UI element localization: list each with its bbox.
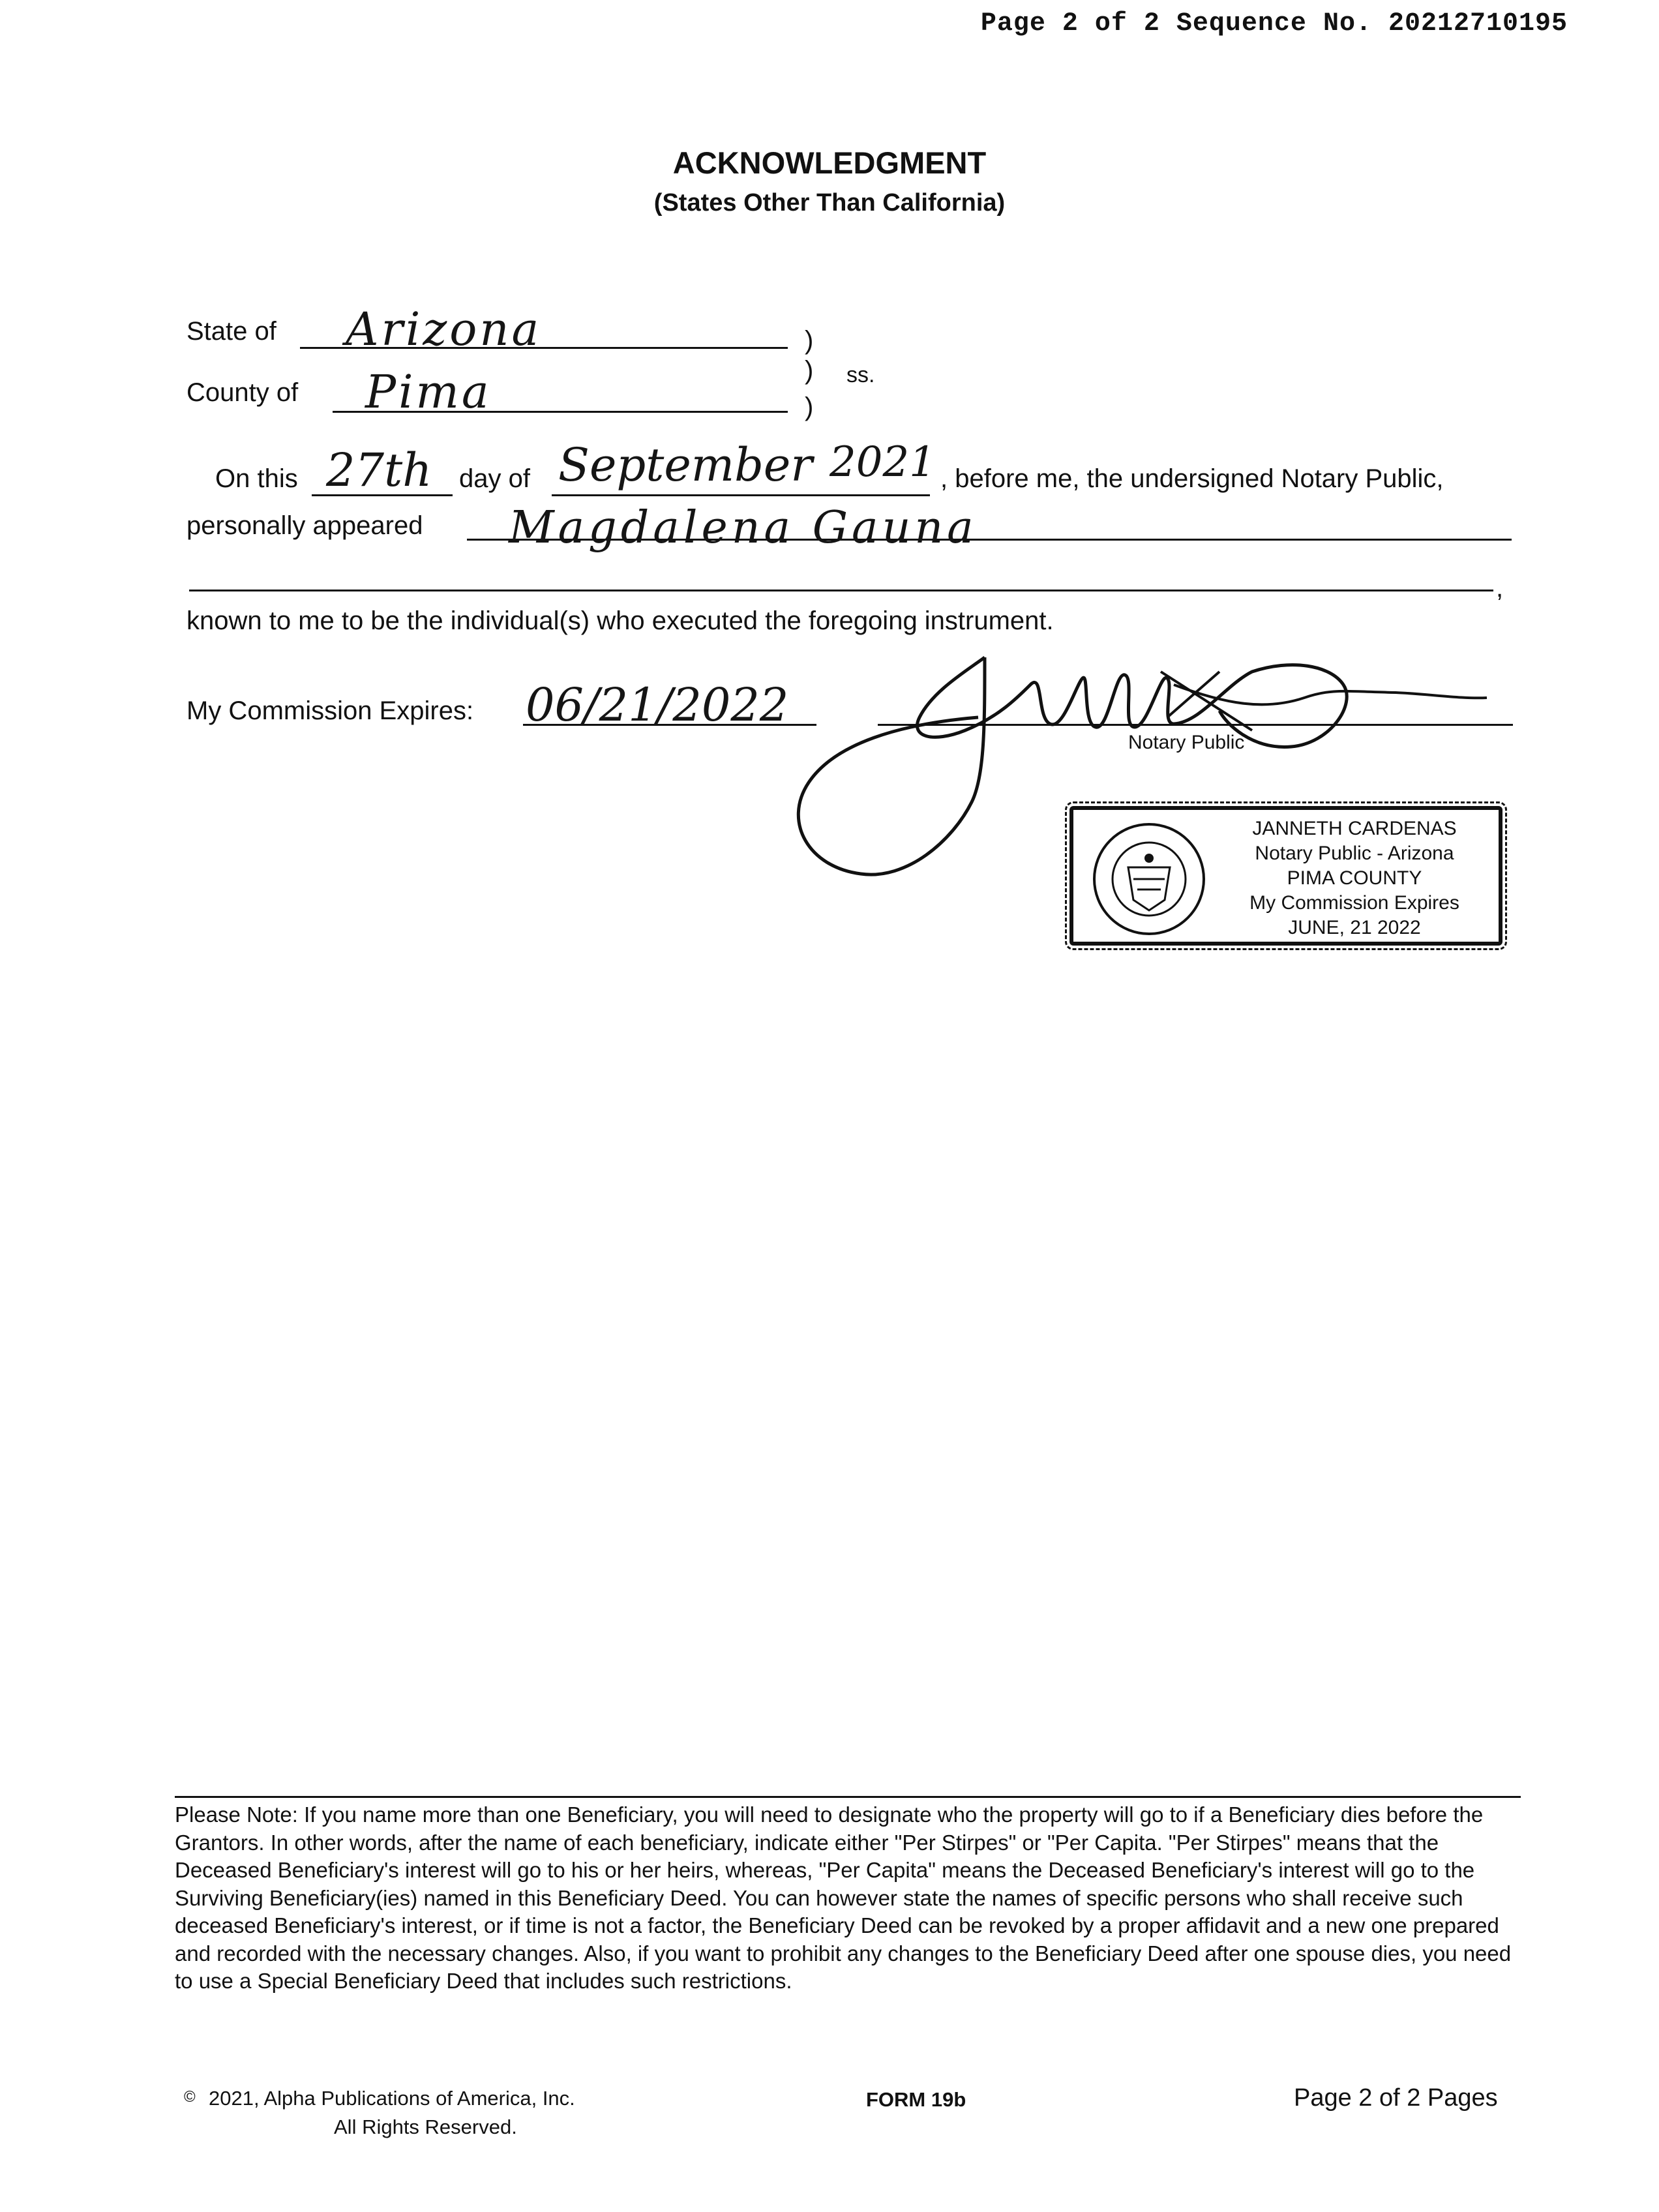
page-count: Page 2 of 2 Pages <box>1294 2084 1498 2112</box>
day-of-label: day of <box>459 464 530 493</box>
county-label: County of <box>187 378 299 407</box>
month-underline <box>552 494 930 496</box>
document-subtitle: (States Other Than California) <box>653 189 1006 217</box>
stamp-expires-date: JUNE, 21 2022 <box>1288 917 1421 938</box>
appeared-handwritten: Magdalena Gauna <box>509 502 978 554</box>
known-text: known to me to be the individual(s) who executed the foregoing instrument. <box>187 606 1054 635</box>
state-seal-icon <box>1092 822 1206 936</box>
before-me-text: , before me, the undersigned Notary Public, <box>940 464 1444 493</box>
stamp-title: Notary Public - Arizona <box>1255 843 1454 864</box>
sequence-header: Page 2 of 2 Sequence No. 20212710195 <box>980 9 1568 38</box>
notary-stamp <box>1069 806 1502 946</box>
form-number: FORM 19b <box>866 2088 966 2111</box>
document-title: ACKNOWLEDGMENT <box>672 145 987 180</box>
state-handwritten: Arizona <box>346 303 542 356</box>
copyright-text: 2021, Alpha Publications of America, Inc. <box>209 2087 575 2110</box>
paren-1: ) <box>805 326 814 355</box>
stamp-name: JANNETH CARDENAS <box>1252 818 1457 839</box>
appeared-underline-2 <box>189 590 1493 591</box>
please-note-paragraph: Please Note: If you name more than one Beneficiary, you will need to designate who the property will go to if a Beneficiary dies before the Grantors. In other words, after the name of each beneficiary, indicate either "Per Stirpes" or "Per Capita. "Per Stirpes" means that the Deceased Beneficiary's interest will go to his or her heirs, whereas, "Per Capita" means the Deceased Beneficiary's interest will go to the Surviving Beneficiary(ies) named in this Beneficiary Deed. You can however state the names of specific persons who shall receive such deceased Beneficiary's interest, or if time is not a factor, the Beneficiary Deed can be revoked by a proper affidavit and a new one prepared and recorded with the necessary changes. Also, if you want to prohibit any changes to the Beneficiary Deed after one spouse dies, you need to use a Special Beneficiary Deed that includes such restrictions. <box>175 1802 1512 1993</box>
appeared-label: personally appeared <box>187 511 423 540</box>
rights-text: All Rights Reserved. <box>334 2115 517 2138</box>
paren-3: ) <box>805 393 814 421</box>
month-handwritten: September <box>558 438 813 492</box>
on-this-label: On this <box>215 464 298 493</box>
paren-2: ) <box>805 356 814 385</box>
copyright-symbol: © <box>184 2088 196 2106</box>
trailing-comma: , <box>1496 574 1504 603</box>
note-divider <box>175 1796 1521 1798</box>
stamp-county: PIMA COUNTY <box>1287 867 1422 889</box>
year-handwritten: 2021 <box>830 438 936 486</box>
notary-public-label: Notary Public <box>1128 732 1245 753</box>
commission-label: My Commission Expires: <box>187 696 474 725</box>
county-handwritten: Pima <box>365 365 492 419</box>
ss-label: ss. <box>846 363 875 387</box>
commission-handwritten: 06/21/2022 <box>526 678 789 732</box>
day-handwritten: 27th <box>326 443 432 497</box>
stamp-expires-label: My Commission Expires <box>1249 892 1459 914</box>
state-label: State of <box>187 317 276 346</box>
